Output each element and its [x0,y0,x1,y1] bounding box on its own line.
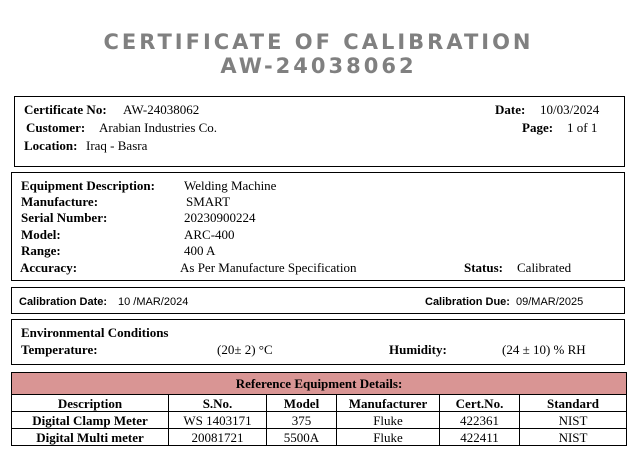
range-value: 400 A [184,243,216,258]
cell-sno: WS 1403171 [169,412,267,429]
location-label: Location: [24,138,78,153]
model-value: ARC-400 [184,227,235,242]
calibration-due-label: Calibration Due: [425,296,510,308]
column-header-sno: S.No. [169,395,267,412]
certificate-no-value: AW-24038062 [123,102,200,117]
equipment-description-label: Equipment Description: [21,178,155,193]
reference-table-heading: Reference Equipment Details: [12,373,627,395]
table-row [12,429,627,446]
accuracy-value: As Per Manufacture Specification [180,260,357,275]
cell-cert-no: 422411 [440,429,520,446]
accuracy-label: Accuracy: [20,260,78,275]
column-header-model: Model [267,395,337,412]
environment-heading: Environmental Conditions [21,325,169,340]
cell-model: 375 [267,412,337,429]
column-header-cert-no: Cert.No. [440,395,520,412]
certificate-no-label: Certificate No: [24,102,107,117]
range-label: Range: [21,243,61,258]
page-label: Page: [522,120,554,135]
cell-manufacturer: Fluke [337,429,440,446]
page-value: 1 of 1 [567,120,598,135]
cell-description: Digital Multi meter [12,429,169,446]
certificate-number-title: AW-24038062 [220,54,417,78]
calibration-dates-box [11,287,625,314]
temperature-value: (20± 2) °C [217,342,273,357]
temperature-label: Temperature: [21,342,98,357]
manufacture-label: Manufacture: [21,194,99,209]
cell-description: Digital Clamp Meter [12,412,169,429]
date-label: Date: [495,102,526,117]
status-label: Status: [464,260,504,275]
column-header-standard: Standard [520,395,627,412]
calibration-date-value: 10 /MAR/2024 [118,296,189,308]
environment-box [11,319,625,365]
serial-number-label: Serial Number: [21,210,108,225]
model-label: Model: [21,227,61,242]
column-header-manufacturer: Manufacturer [337,395,440,412]
date-value: 10/03/2024 [540,102,600,117]
humidity-label: Humidity: [389,342,447,357]
humidity-value: (24 ± 10) % RH [502,342,586,357]
location-value: Iraq - Basra [86,138,148,153]
manufacture-value: SMART [186,194,231,209]
cell-model: 5500A [267,429,337,446]
customer-value: Arabian Industries Co. [99,120,218,135]
cell-manufacturer: Fluke [337,412,440,429]
calibration-due-value: 09/MAR/2025 [516,296,584,308]
cell-cert-no: 422361 [440,412,520,429]
equipment-description-value: Welding Machine [184,178,277,193]
cell-sno: 20081721 [169,429,267,446]
certificate-title: CERTIFICATE OF CALIBRATION [103,30,534,54]
calibration-date-label: Calibration Date: [19,296,108,308]
reference-equipment-table [11,372,627,446]
status-value: Calibrated [517,260,572,275]
table-row [12,412,627,429]
column-header-description: Description [12,395,169,412]
header-box [14,96,625,167]
equipment-box [11,172,625,281]
customer-label: Customer: [26,120,86,135]
cell-standard: NIST [520,429,627,446]
cell-standard: NIST [520,412,627,429]
serial-number-value: 20230900224 [184,210,256,225]
